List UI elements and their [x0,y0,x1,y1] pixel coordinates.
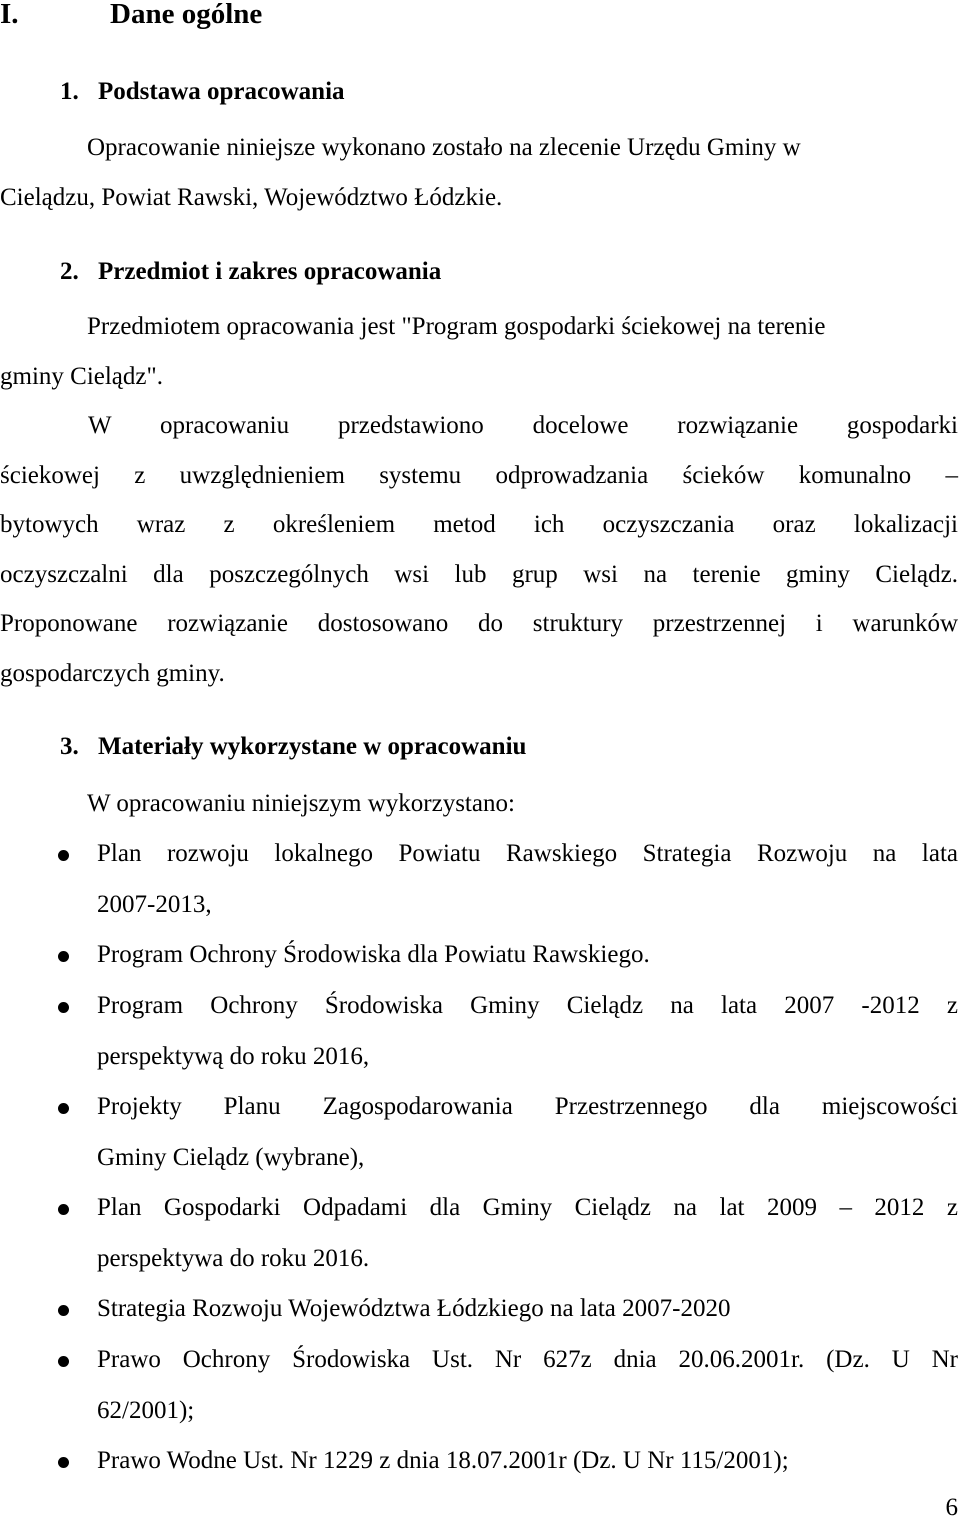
list-item-line-1: Projekty Planu Zagospodarowania Przestrzennego dla miejscowości [97,1093,958,1120]
list-item-line-2: perspektywa do roku 2016. [97,1244,370,1272]
section-2-line-1: Przedmiotem opracowania jest "Program gospodarki ściekowej na terenie [87,313,826,340]
list-item-line-1: Strategia Rozwoju Województwa Łódzkiego na lata 2007-2020 [97,1295,731,1322]
list-item [0,930,960,981]
paragraph-line-2: ściekowej z uwzględnieniem systemu odprowadzania ścieków komunalno – [0,462,958,489]
section-2-line-2: gminy Cielądz". [0,363,163,390]
chapter-title: Dane ogólne [110,0,263,30]
bullet-icon [58,1457,69,1468]
list-item-line-1: Plan Gospodarki Odpadami dla Gminy Cielądz na lat 2009 – 2012 z [97,1194,958,1221]
section-2-number: 2. [60,258,79,285]
section-1-title: Podstawa opracowania [98,78,345,105]
list-item-line-1: Prawo Wodne Ust. Nr 1229 z dnia 18.07.2001r (Dz. U Nr 115/2001); [97,1447,789,1474]
bullet-icon [58,1204,69,1215]
section-2-heading [60,247,441,297]
bullet-icon [58,1305,69,1316]
chapter-number: I. [0,0,19,30]
section-2-title: Przedmiot i zakres opracowania [98,258,442,285]
list-item [0,1183,960,1284]
list-item [0,829,960,930]
chapter-heading [0,0,262,40]
bullet-icon [58,1356,69,1367]
list-item-line-2: perspektywą do roku 2016, [97,1042,370,1070]
paragraph-line-3: bytowych wraz z określeniem metod ich oczyszczania oraz lokalizacji [0,511,958,538]
section-3-title: Materiały wykorzystane w opracowaniu [98,733,527,760]
bullet-icon [58,951,69,962]
paragraph-line-5: Proponowane rozwiązanie dostosowano do struktury przestrzennej i warunków [0,610,958,637]
bullet-icon [58,1103,69,1114]
list-item [0,1284,960,1335]
list-item [0,981,960,1082]
list-item-line-1: Prawo Ochrony Środowiska Ust. Nr 627z dnia 20.06.2001r. (Dz. U Nr [97,1346,958,1373]
bullet-icon [58,850,69,861]
list-item [0,1436,960,1487]
list-item-line-2: 2007-2013, [97,890,212,918]
list-item-line-2: Gminy Cielądz (wybrane), [97,1143,365,1171]
section-3-number: 3. [60,733,79,760]
section-3-intro: W opracowaniu niniejszym wykorzystano: [87,790,515,817]
section-1-line-1: Opracowanie niniejsze wykonano zostało na zlecenie Urzędu Gminy w [87,134,801,161]
paragraph-line-1: W opracowaniu przedstawiono docelowe rozwiązanie gospodarki [88,412,958,439]
list-item-line-1: Plan rozwoju lokalnego Powiatu Rawskiego Strategia Rozwoju na lata [97,840,958,867]
list-item [0,1082,960,1183]
section-1-heading [60,67,345,117]
paragraph-line-4: oczyszczalni dla poszczególnych wsi lub grup wsi na terenie gminy Cielądz. [0,561,958,588]
section-1-line-2: Cielądzu, Powiat Rawski, Województwo Łódzkie. [0,184,503,211]
list-item-line-1: Program Ochrony Środowiska Gminy Cielądz na lata 2007 -2012 z [97,992,958,1019]
paragraph-line-6: gospodarczych gminy. [0,660,225,687]
list-item [0,1335,960,1436]
page-number: 6 [945,1494,958,1521]
bullet-icon [58,1002,69,1013]
section-3-heading [60,722,526,772]
list-item-line-1: Program Ochrony Środowiska dla Powiatu Rawskiego. [97,941,650,968]
list-item-line-2: 62/2001); [97,1396,195,1424]
section-1-number: 1. [60,78,79,105]
